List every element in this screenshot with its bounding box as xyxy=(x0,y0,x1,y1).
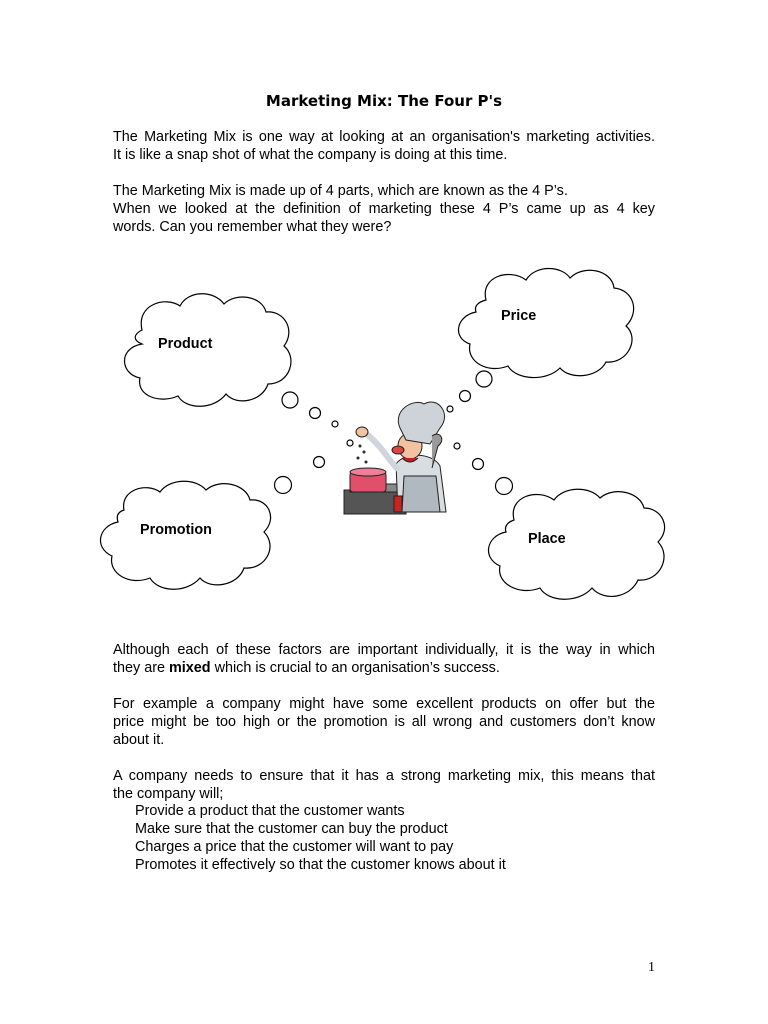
cloud-label-promotion: Promotion xyxy=(140,522,212,538)
mixed-line-2-start: they are xyxy=(113,660,169,676)
mixed-emphasis: mixed xyxy=(169,660,211,676)
mixed-line-2-end: which is crucial to an organisation’s success. xyxy=(210,660,500,676)
intro-line-2: It is like a snap shot of what the company is doing at this time. xyxy=(113,147,508,163)
cloud-label-product: Product xyxy=(158,336,213,352)
requirements-list xyxy=(113,802,655,874)
example-line-2: price might be too high or the promotion is all wrong and customers don’t know xyxy=(113,714,655,730)
example-line-1: For example a company might have some excellent products on offer but the xyxy=(113,696,655,712)
parts-line-3: words. Can you remember what they were? xyxy=(113,219,392,235)
place-cloud xyxy=(489,489,665,599)
price-cloud xyxy=(459,269,634,378)
parts-line-2: When we looked at the definition of marketing these 4 P’s came up as 4 key xyxy=(113,201,655,217)
ensure-line-2: the company will; xyxy=(113,786,224,802)
list-item xyxy=(113,856,655,874)
ensure-paragraph xyxy=(113,767,655,803)
mixed-line-2 xyxy=(113,659,655,677)
list-item xyxy=(113,802,655,820)
list-item-text: Make sure that the customer can buy the product xyxy=(135,821,448,837)
thought-bubbles xyxy=(275,371,513,495)
cloud-label-price: Price xyxy=(501,308,537,324)
parts-line-1: The Marketing Mix is made up of 4 parts, which are known as the 4 P’s. xyxy=(113,183,568,199)
list-item xyxy=(113,838,655,856)
chef-illustration xyxy=(344,402,446,514)
mixed-paragraph xyxy=(113,641,655,677)
list-item-text: Promotes it effectively so that the customer knows about it xyxy=(135,857,506,873)
example-line-3: about it. xyxy=(113,732,165,748)
intro-line-1: The Marketing Mix is one way at looking at an organisation's marketing activities. xyxy=(113,129,655,145)
ensure-line-1: A company needs to ensure that it has a strong marketing mix, this means that xyxy=(113,768,655,784)
cloud-label-place: Place xyxy=(528,531,566,547)
list-item xyxy=(113,820,655,838)
page-number: 1 xyxy=(648,960,655,975)
example-paragraph xyxy=(113,695,655,749)
list-item-text: Charges a price that the customer will want to pay xyxy=(135,839,454,855)
list-item-text: Provide a product that the customer wants xyxy=(135,803,405,819)
mixed-line-1: Although each of these factors are important individually, it is the way in which xyxy=(113,642,655,658)
document-title: Marketing Mix: The Four P's xyxy=(265,92,503,110)
